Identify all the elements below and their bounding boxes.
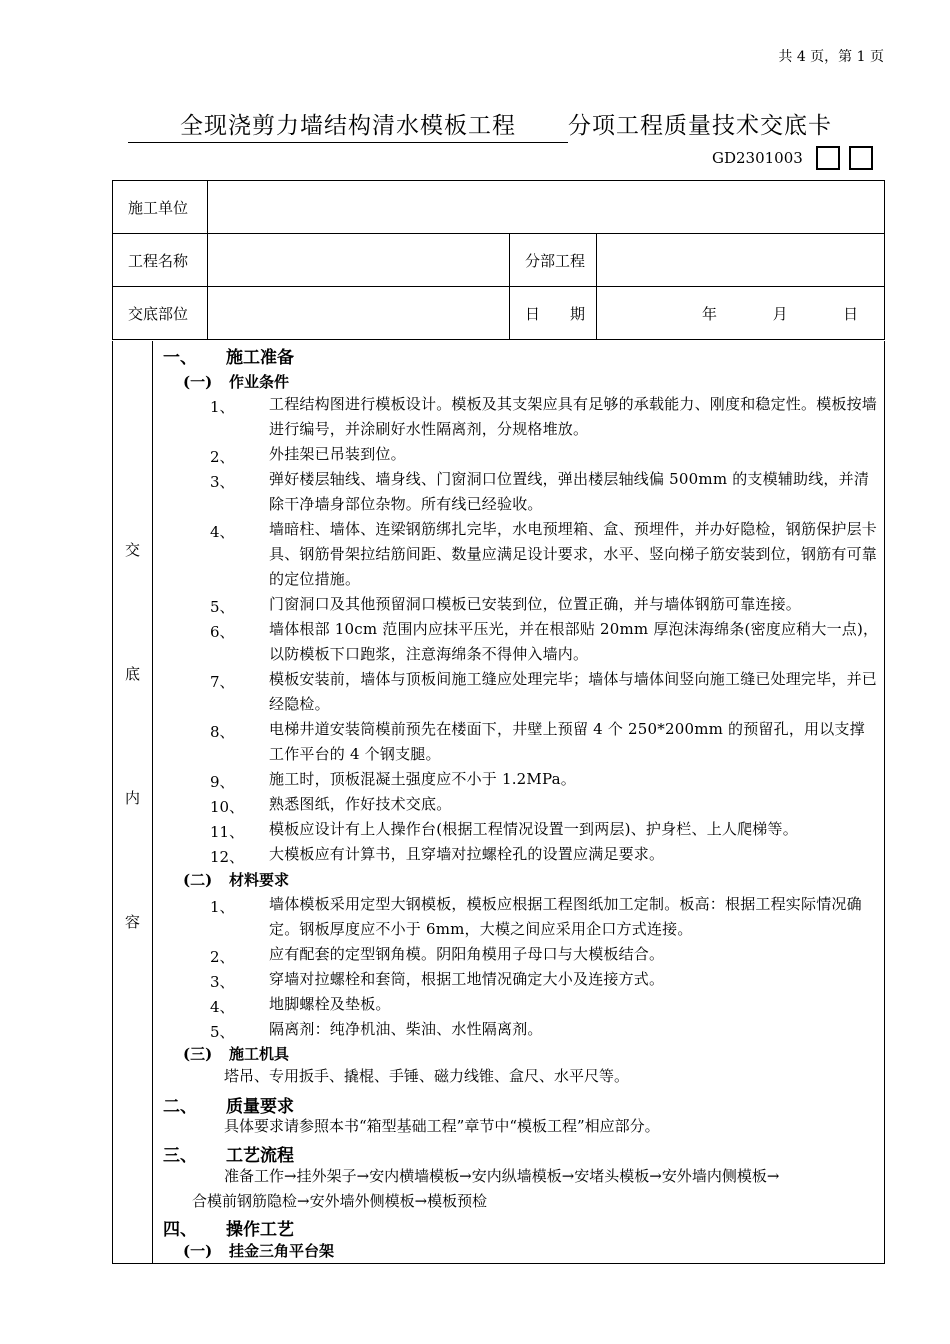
item-text: 熟悉图纸，作好技术交底。 bbox=[269, 795, 452, 813]
item-text: 穿墙对拉螺栓和套筒，根据工地情况确定大小及连接方式。 bbox=[269, 970, 665, 988]
item-text: 弹好楼层轴线、墙身线、门窗洞口位置线，弹出楼层轴线偏 500mm 的支模辅助线，并清除干净墙身部位杂物。所有线已经验收。 bbox=[269, 470, 870, 513]
sub-project-label: 分部工程 bbox=[510, 234, 597, 287]
item-num: 5、 bbox=[210, 598, 235, 616]
item-num: 3、 bbox=[210, 973, 235, 991]
page-info: 共 4 页，第 1 页 bbox=[778, 49, 884, 65]
sub-1c-title: 施工机具 bbox=[229, 1045, 290, 1063]
project-value[interactable] bbox=[208, 234, 510, 287]
item-text: 模板应设计有上人操作台(根据工程情况设置一到两层)、护身栏、上人爬梯等。 bbox=[269, 820, 798, 838]
section-3-title: 工艺流程 bbox=[226, 1146, 294, 1166]
title-suffix: 分项工程质量技术交底卡 bbox=[568, 113, 832, 139]
sub-1b-num: (二) bbox=[183, 871, 213, 889]
section-2-num: 二、 bbox=[163, 1097, 197, 1117]
unit-value[interactable] bbox=[208, 181, 885, 234]
item-num: 1、 bbox=[210, 398, 235, 416]
side-label-2: 底 bbox=[124, 665, 140, 683]
item-num: 10、 bbox=[210, 798, 245, 816]
item-num: 2、 bbox=[210, 948, 235, 966]
content-box bbox=[112, 341, 885, 1264]
item-num: 7、 bbox=[210, 673, 235, 691]
item-num: 1、 bbox=[210, 898, 235, 916]
quality-text: 具体要求请参照本书“箱型基础工程”章节中“模板工程”相应部分。 bbox=[224, 1117, 660, 1135]
item-text: 外挂架已吊装到位。 bbox=[269, 445, 406, 463]
section-2-title: 质量要求 bbox=[226, 1097, 294, 1117]
form-code bbox=[712, 146, 873, 170]
item-text: 模板安装前，墙体与顶板间施工缝应处理完毕；墙体与墙体间竖向施工缝已处理完毕，并已经隐检。 bbox=[269, 670, 878, 713]
item-text: 墙暗柱、墙体、连梁钢筋绑扎完毕，水电预埋箱、盒、预埋件，并办好隐检，钢筋保护层卡具、钢筋骨架拉结筋间距、数量应满足设计要求，水平、竖向梯子筋安装到位，钢筋有可靠的定位措施。 bbox=[269, 520, 878, 588]
item-text: 应有配套的定型钢角模。阴阳角模用子母口与大模板结合。 bbox=[269, 945, 665, 963]
sub-1a-num: (一) bbox=[183, 373, 213, 391]
tools-text: 塔吊、专用扳手、撬棍、手锤、磁力线锥、盒尺、水平尺等。 bbox=[224, 1067, 630, 1085]
side-label-1: 交 bbox=[124, 541, 140, 559]
section-4-num: 四、 bbox=[163, 1220, 197, 1240]
item-num: 8、 bbox=[210, 723, 235, 741]
flow-line-1: 准备工作→挂外架子→安内横墙模板→安内纵墙模板→安堵头模板→安外墙内侧模板→ bbox=[224, 1167, 780, 1185]
sub-1a-title: 作业条件 bbox=[229, 373, 290, 391]
item-text: 大模板应有计算书，且穿墙对拉螺栓孔的设置应满足要求。 bbox=[269, 845, 665, 863]
sub-1b-title: 材料要求 bbox=[229, 871, 290, 889]
item-text: 电梯井道安装筒模前预先在楼面下，井壁上预留 4 个 250*200mm 的预留孔，用以支撑工作平台的 4 个钢支腿。 bbox=[269, 720, 865, 763]
item-num: 4、 bbox=[210, 523, 235, 541]
item-num: 11、 bbox=[210, 823, 245, 841]
part-label: 交底部位 bbox=[113, 287, 208, 340]
flow-line-2: 合模前钢筋隐检→安外墙外侧模板→模板预检 bbox=[192, 1192, 488, 1210]
sub-project-value[interactable] bbox=[597, 234, 885, 287]
item-num: 6、 bbox=[210, 623, 235, 641]
side-label-3: 内 bbox=[124, 789, 140, 807]
item-num: 9、 bbox=[210, 773, 235, 791]
item-num: 3、 bbox=[210, 473, 235, 491]
sub-4a-num: (一) bbox=[183, 1242, 213, 1260]
item-text: 工程结构图进行模板设计。模板及其支架应具有足够的承载能力、刚度和稳定性。模板按墙进行编号，并涂刷好水性隔离剂，分规格堆放。 bbox=[269, 395, 878, 438]
page-title bbox=[128, 107, 832, 143]
code-text: GD2301003 bbox=[712, 149, 803, 167]
item-num: 2、 bbox=[210, 448, 235, 466]
sub-4a-title: 挂金三角平台架 bbox=[229, 1242, 335, 1260]
side-label-4: 容 bbox=[124, 913, 140, 931]
part-value[interactable] bbox=[208, 287, 510, 340]
unit-label: 施工单位 bbox=[113, 181, 208, 234]
item-text: 墙体根部 10cm 范围内应抹平压光，并在根部贴 20mm 厚泡沫海绵条(密度应稍大一点)，以防模板下口跑浆，注意海绵条不得伸入墙内。 bbox=[269, 620, 879, 663]
project-label: 工程名称 bbox=[113, 234, 208, 287]
item-text: 地脚螺栓及垫板。 bbox=[269, 995, 391, 1013]
section-1-num: 一、 bbox=[163, 348, 197, 368]
side-column bbox=[113, 341, 153, 1263]
item-num: 12、 bbox=[210, 848, 245, 866]
title-main: 全现浇剪力墙结构清水模板工程 bbox=[128, 107, 568, 143]
date-value[interactable]: 年 月 日 bbox=[597, 287, 885, 340]
checkbox-2[interactable] bbox=[849, 146, 873, 170]
item-text: 墙体模板采用定型大钢模板，模板应根据工程图纸加工定制。板高：根据工程实际情况确定。钢板厚度应不小于 6mm，大模之间应采用企口方式连接。 bbox=[269, 895, 862, 938]
header-table bbox=[112, 180, 885, 340]
item-text: 隔离剂：纯净机油、柴油、水性隔离剂。 bbox=[269, 1020, 543, 1038]
section-3-num: 三、 bbox=[163, 1146, 197, 1166]
section-1-title: 施工准备 bbox=[226, 348, 294, 368]
date-label: 日 期 bbox=[510, 287, 597, 340]
item-text: 施工时，顶板混凝土强度应不小于 1.2MPa。 bbox=[269, 770, 576, 788]
checkbox-1[interactable] bbox=[816, 146, 840, 170]
sub-1c-num: (三) bbox=[183, 1045, 213, 1063]
section-4-title: 操作工艺 bbox=[226, 1220, 294, 1240]
item-num: 4、 bbox=[210, 998, 235, 1016]
item-text: 门窗洞口及其他预留洞口模板已安装到位，位置正确，并与墙体钢筋可靠连接。 bbox=[269, 595, 802, 613]
item-num: 5、 bbox=[210, 1023, 235, 1041]
